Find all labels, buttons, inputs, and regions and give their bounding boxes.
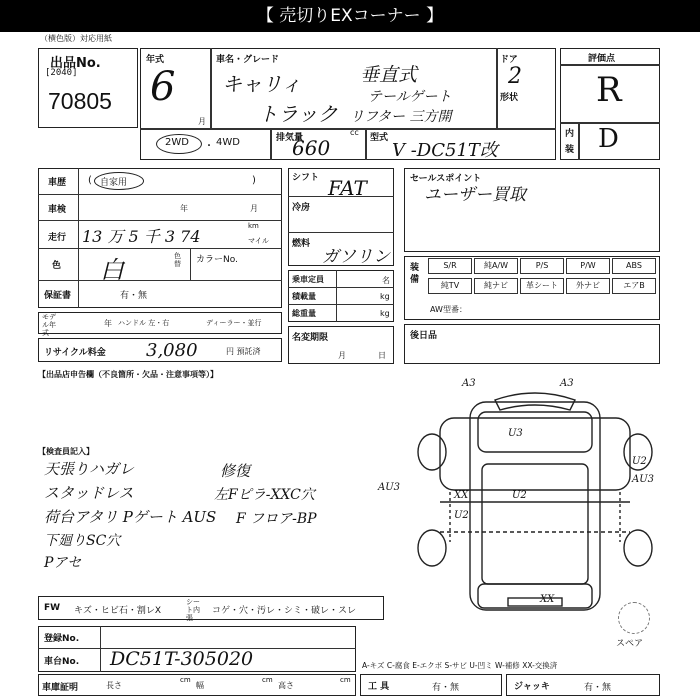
history-paren-close: ): [252, 175, 256, 186]
mark-u2-mid: U2: [512, 490, 527, 501]
page-banner: 【 売切りEXコーナー 】: [0, 0, 700, 32]
inspector-line-3: 荷台アタリ Pゲート AUS: [44, 508, 217, 526]
car-note-1: 垂直式: [360, 64, 418, 86]
lot-number: 70805: [48, 88, 112, 114]
lot-label: 出品No.: [50, 56, 101, 71]
garage-length: 長さ: [106, 681, 122, 690]
spare-label: スペア: [616, 639, 644, 649]
name-change-label: 名変期限: [292, 333, 329, 343]
history-label: 車歴: [48, 178, 67, 188]
car-name-2: トラック: [258, 102, 338, 126]
garage-cm-1: cm: [180, 676, 191, 684]
fw-sheet: シート内張: [186, 598, 200, 622]
equip-tv: 純TV: [428, 278, 472, 294]
fw-items-2: コゲ・穴・汚レ・シミ・破レ・スレ: [212, 606, 357, 616]
warranty-value: 有・無: [120, 291, 148, 301]
equip-pw: P/W: [566, 258, 610, 274]
model-year-label: モデル年式: [42, 313, 56, 337]
mark-u2-right: U2: [632, 456, 647, 467]
shift-value: FAT: [328, 176, 367, 200]
drive-dot: ・: [204, 141, 214, 152]
equipment-label: 装備: [410, 263, 420, 285]
registration-label: 登録No.: [44, 634, 80, 644]
aw-label: AW型番：: [430, 305, 467, 314]
chassis-value: DC51T-305020: [110, 648, 254, 670]
inspector-line-4: 下廻りSC穴: [44, 533, 121, 549]
equip-sr: S/R: [428, 258, 472, 274]
history-type: 自家用: [100, 178, 128, 188]
fuel-value: ガソリン: [322, 247, 390, 267]
doors-value: 2: [508, 64, 522, 89]
fw-items: キズ・ヒビ石・割レX: [74, 606, 161, 616]
mileage-value: 13 万 5 千 3 74: [82, 227, 201, 246]
garage-cm-3: cm: [340, 676, 351, 684]
handle-side: ハンドル 左・右: [118, 319, 170, 327]
mark-au3-left: AU3: [378, 482, 401, 493]
inspection-month: 月: [250, 204, 258, 213]
garage-cm-2: cm: [262, 676, 273, 684]
sales-point-value: ユーザー買取: [424, 185, 526, 205]
shape-label: 形状: [500, 93, 519, 103]
warranty-label: 保証書: [44, 291, 72, 301]
name-label: 車名・グレード: [216, 55, 280, 65]
score-value: R: [596, 70, 622, 110]
garage-label: 車庫証明: [42, 683, 79, 693]
load-label: 積載量: [292, 292, 316, 301]
inspector-right-2: 左Fピラ-XXC穴: [214, 487, 315, 503]
inspector-line-5: Pアセ: [44, 555, 82, 571]
form-subtitle: （横色版）対応用紙: [40, 34, 112, 43]
equip-abs: ABS: [612, 258, 656, 274]
drive-4wd: 4WD: [216, 137, 240, 148]
car-name-1: キャリィ: [222, 72, 302, 96]
inspector-right-3: F フロア-BP: [236, 511, 317, 527]
interior-label-1: 内: [565, 129, 575, 139]
inspection-label: 車検: [48, 205, 67, 215]
inspector-label: 【検査員記入】: [38, 447, 94, 456]
car-damage-diagram: [378, 372, 670, 632]
color-no-label: カラーNo.: [196, 255, 238, 265]
car-note-2: テールゲート: [368, 89, 452, 105]
equip-leather: 革シート: [520, 278, 564, 294]
tools-value: 有・無: [432, 683, 460, 693]
lot-code: [2040]: [45, 68, 78, 78]
mark-a3-left: A3: [462, 378, 476, 389]
garage-height: 高さ: [278, 681, 294, 690]
shift-label: シフト: [292, 173, 320, 183]
gross-unit: kg: [380, 309, 390, 318]
year-label: 年式: [146, 55, 165, 65]
chassis-label: 車台No.: [44, 657, 80, 667]
mark-u3: U3: [508, 428, 523, 439]
jack-label: ジャッキ: [514, 682, 550, 692]
doors-label: ドア: [500, 55, 518, 65]
dealer-type: ディーラー・並行: [206, 319, 262, 327]
interior-value: D: [598, 124, 619, 154]
score-label: 評価点: [588, 54, 616, 64]
color-change: 色替: [174, 252, 181, 268]
gross-label: 総重量: [292, 309, 316, 318]
inspector-line-2: スタッドレス: [44, 484, 134, 502]
displacement-label: 排気量: [276, 133, 304, 143]
after-note-box: [404, 324, 660, 364]
name-change-month: 月: [338, 351, 346, 360]
month-suffix: 月: [198, 117, 206, 126]
equip-ps: P/S: [520, 258, 564, 274]
interior-label-2: 装: [565, 145, 575, 155]
sales-point-label: セールスポイント: [410, 174, 482, 184]
after-note-label: 後日品: [410, 331, 438, 341]
model-label: 型式: [370, 133, 389, 143]
jack-value: 有・無: [584, 683, 612, 693]
mileage-label: 走行: [48, 233, 67, 243]
car-note-3: リフター 三方開: [350, 109, 452, 125]
equip-navi: 純ナビ: [474, 278, 518, 294]
tools-label: 工 具: [368, 682, 390, 692]
drive-2wd: 2WD: [165, 137, 189, 148]
equip-airbag: エアB: [612, 278, 656, 294]
color-value: 白: [100, 256, 124, 284]
recycle-label: リサイクル料金: [44, 348, 106, 358]
recycle-unit: 円 預託済: [226, 347, 261, 356]
mark-a3-right: A3: [560, 378, 574, 389]
inspector-right-1: 修復: [220, 462, 251, 480]
mark-au3-right: AU3: [632, 474, 655, 485]
ac-label: 冷房: [292, 203, 311, 213]
fw-label: FW: [44, 603, 61, 613]
passengers-unit: 名: [382, 276, 390, 285]
passengers-label: 乗車定員: [292, 275, 324, 284]
equip-aw: 純A/W: [474, 258, 518, 274]
mark-xx-rear: XX: [540, 594, 555, 605]
recycle-value: 3,080: [146, 340, 198, 361]
year-value: 6: [150, 64, 176, 110]
inspector-line-1: 天張りハガレ: [44, 460, 135, 478]
displacement-value: 660: [292, 136, 331, 160]
name-change-day: 日: [378, 351, 386, 360]
garage-width: 幅: [196, 681, 204, 690]
model-year-year: 年: [104, 319, 112, 328]
color-label: 色: [52, 261, 62, 271]
load-unit: kg: [380, 292, 390, 301]
equip-ext-navi: 外ナビ: [566, 278, 610, 294]
spare-tire-icon: [618, 602, 650, 634]
history-paren-open: (: [88, 175, 92, 186]
fuel-label: 燃料: [292, 239, 311, 249]
km-unit: km: [248, 222, 259, 230]
mile-unit: マイル: [248, 237, 269, 245]
dealer-notes-label: 【出品店申告欄（不良箇所・欠品・注意事項等）】: [38, 370, 218, 379]
mark-xx-left: XX: [454, 490, 469, 501]
cc-unit: cc: [350, 128, 359, 137]
damage-legend: A-キズ C-腐食 E-エクボ S-サビ U-凹ミ W-補修 XX-交換済: [362, 661, 558, 670]
inspection-year: 年: [180, 204, 188, 213]
model-value: V -DC51T改: [392, 140, 498, 161]
mark-u2-lower: U2: [454, 510, 469, 521]
